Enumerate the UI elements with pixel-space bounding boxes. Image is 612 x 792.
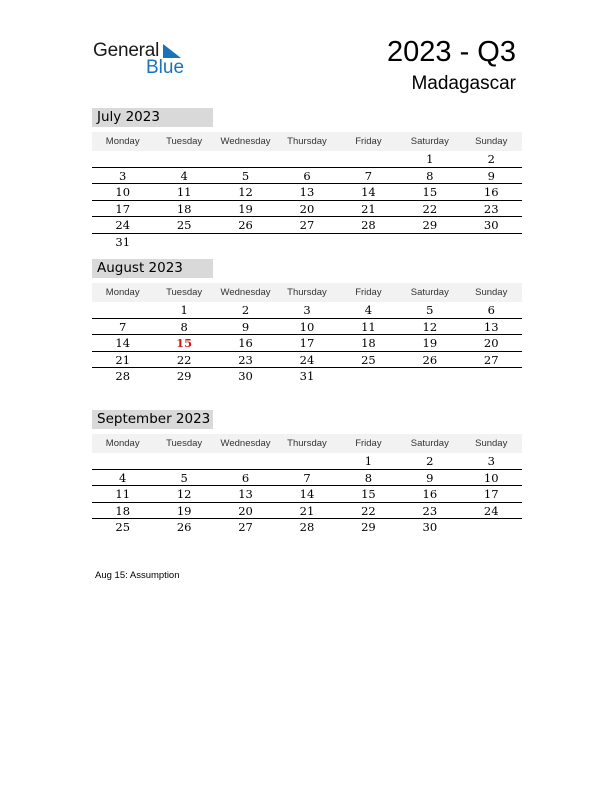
day-cell: 26 bbox=[238, 218, 253, 232]
empty-day-cell bbox=[215, 151, 276, 167]
weekday-label: Thursday bbox=[287, 438, 327, 449]
day-cell: 18 bbox=[115, 503, 131, 518]
day-cell: 9 bbox=[426, 470, 434, 485]
day-cell: 3 bbox=[487, 454, 495, 468]
empty-day-cell bbox=[276, 151, 337, 167]
week-row bbox=[92, 470, 522, 487]
week-row bbox=[92, 486, 522, 503]
week-row bbox=[92, 151, 522, 168]
weekday-label: Tuesday bbox=[166, 438, 203, 449]
day-cell: 10 bbox=[115, 185, 131, 199]
country-name: Madagascar bbox=[411, 73, 516, 94]
week-row bbox=[92, 368, 522, 385]
day-cell: 26 bbox=[422, 352, 438, 367]
week-row bbox=[92, 453, 522, 470]
day-cell: 27 bbox=[483, 352, 499, 367]
day-cell: 13 bbox=[299, 185, 315, 199]
day-cell: 8 bbox=[426, 168, 434, 183]
weekday-label: Friday bbox=[355, 287, 382, 298]
day-cell: 20 bbox=[483, 336, 499, 350]
empty-day-cell bbox=[461, 368, 522, 385]
empty-day-cell bbox=[338, 368, 399, 385]
day-cell: 9 bbox=[487, 168, 495, 183]
holiday-note: Aug 15: Assumption bbox=[95, 570, 180, 581]
day-cell: 31 bbox=[299, 369, 315, 383]
day-cell: 1 bbox=[180, 303, 188, 317]
weekday-label: Thursday bbox=[287, 136, 327, 147]
week-row bbox=[92, 503, 522, 520]
weekday-label: Friday bbox=[355, 438, 382, 449]
day-cell: 16 bbox=[483, 185, 499, 199]
day-cell: 10 bbox=[483, 470, 499, 485]
day-cell: 16 bbox=[422, 487, 438, 501]
weekday-header bbox=[92, 132, 522, 151]
day-cell: 1 bbox=[364, 454, 373, 468]
day-cell: 11 bbox=[176, 185, 192, 199]
week-row bbox=[92, 319, 522, 336]
day-cell: 30 bbox=[238, 369, 253, 383]
weekday-label: Thursday bbox=[287, 287, 327, 298]
day-cell: 1 bbox=[426, 152, 434, 166]
day-cell: 24 bbox=[299, 352, 315, 367]
day-cell: 4 bbox=[364, 303, 373, 317]
day-cell: 25 bbox=[361, 352, 376, 367]
empty-day-cell bbox=[338, 151, 399, 167]
day-cell: 19 bbox=[176, 503, 192, 518]
day-cell: 29 bbox=[176, 369, 192, 383]
day-cell: 28 bbox=[299, 520, 315, 534]
day-cell: 17 bbox=[115, 201, 131, 216]
empty-day-cell bbox=[153, 234, 214, 251]
day-cell: 12 bbox=[422, 319, 438, 334]
empty-day-cell bbox=[399, 368, 460, 385]
week-row bbox=[92, 217, 522, 234]
week-row bbox=[92, 352, 522, 369]
weekday-label: Tuesday bbox=[166, 136, 203, 147]
day-cell: 5 bbox=[180, 470, 188, 485]
day-cell: 23 bbox=[238, 352, 253, 367]
weekday-label: Saturday bbox=[410, 136, 449, 147]
day-cell: 11 bbox=[115, 487, 131, 501]
month-weeks bbox=[92, 151, 522, 250]
generalblue-logo bbox=[93, 40, 193, 80]
day-cell: 17 bbox=[299, 336, 315, 350]
empty-day-cell bbox=[153, 151, 214, 167]
day-cell: 3 bbox=[119, 168, 127, 183]
day-cell: 7 bbox=[303, 470, 311, 485]
day-cell: 22 bbox=[422, 201, 438, 216]
day-cell: 4 bbox=[119, 470, 127, 485]
day-cell: 8 bbox=[180, 319, 188, 334]
day-cell: 12 bbox=[176, 487, 192, 501]
day-cell: 5 bbox=[241, 168, 250, 183]
day-cell: 25 bbox=[176, 218, 192, 232]
weekday-label: Monday bbox=[105, 438, 140, 449]
day-cell: 18 bbox=[361, 336, 376, 350]
day-cell: 23 bbox=[422, 503, 438, 518]
week-row bbox=[92, 519, 522, 536]
day-cell: 23 bbox=[483, 201, 499, 216]
weekday-header bbox=[92, 283, 522, 302]
weekday-label: Saturday bbox=[410, 287, 449, 298]
day-cell: 29 bbox=[422, 218, 438, 232]
day-cell: 28 bbox=[361, 218, 376, 232]
day-cell: 15 bbox=[361, 487, 376, 501]
week-row bbox=[92, 184, 522, 201]
logo-text-general: General bbox=[93, 40, 160, 61]
day-cell: 21 bbox=[115, 352, 131, 367]
empty-day-cell bbox=[399, 234, 460, 251]
holiday-day-cell: 15 bbox=[176, 336, 193, 350]
day-cell: 12 bbox=[238, 185, 253, 199]
day-cell: 19 bbox=[422, 336, 438, 350]
day-cell: 19 bbox=[238, 201, 253, 216]
weekday-label: Friday bbox=[355, 136, 382, 147]
weekday-label: Sunday bbox=[475, 136, 508, 147]
week-row bbox=[92, 234, 522, 251]
weekday-label: Monday bbox=[105, 287, 140, 298]
day-cell: 6 bbox=[241, 470, 250, 485]
month-weeks bbox=[92, 453, 522, 536]
week-row bbox=[92, 302, 522, 319]
day-cell: 18 bbox=[176, 201, 192, 216]
day-cell: 3 bbox=[303, 303, 311, 317]
day-cell: 9 bbox=[241, 319, 250, 334]
day-cell: 27 bbox=[238, 520, 253, 534]
weekday-label: Wednesday bbox=[220, 438, 271, 449]
empty-day-cell bbox=[92, 453, 153, 469]
day-cell: 24 bbox=[483, 503, 499, 518]
month-title: July 2023 bbox=[92, 108, 213, 127]
day-cell: 27 bbox=[299, 218, 315, 232]
month-august bbox=[92, 259, 522, 385]
day-cell: 22 bbox=[176, 352, 192, 367]
empty-day-cell bbox=[92, 302, 153, 318]
day-cell: 14 bbox=[299, 487, 315, 501]
month-weeks bbox=[92, 302, 522, 385]
logo-text-blue: Blue bbox=[146, 57, 185, 78]
page-title: 2023 - Q3 bbox=[387, 36, 516, 68]
week-row bbox=[92, 335, 522, 352]
empty-day-cell bbox=[276, 234, 337, 251]
day-cell: 11 bbox=[361, 319, 376, 334]
weekday-label: Wednesday bbox=[220, 136, 271, 147]
day-cell: 14 bbox=[115, 336, 131, 350]
month-july bbox=[92, 108, 522, 250]
empty-day-cell bbox=[276, 453, 337, 469]
day-cell: 22 bbox=[361, 503, 376, 518]
weekday-label: Sunday bbox=[475, 287, 508, 298]
day-cell: 21 bbox=[299, 503, 315, 518]
empty-day-cell bbox=[461, 234, 522, 251]
day-cell: 8 bbox=[364, 470, 373, 485]
day-cell: 7 bbox=[119, 319, 127, 334]
day-cell: 28 bbox=[115, 369, 131, 383]
month-title: September 2023 bbox=[92, 410, 213, 429]
day-cell: 24 bbox=[115, 218, 131, 232]
weekday-label: Monday bbox=[105, 136, 140, 147]
day-cell: 30 bbox=[422, 520, 438, 534]
empty-day-cell bbox=[92, 151, 153, 167]
day-cell: 2 bbox=[426, 454, 434, 468]
day-cell: 25 bbox=[115, 520, 131, 534]
week-row bbox=[92, 168, 522, 185]
day-cell: 7 bbox=[364, 168, 373, 183]
day-cell: 6 bbox=[487, 303, 495, 317]
day-cell: 10 bbox=[299, 319, 315, 334]
day-cell: 4 bbox=[180, 168, 188, 183]
month-title: August 2023 bbox=[92, 259, 213, 278]
empty-day-cell bbox=[215, 453, 276, 469]
day-cell: 13 bbox=[238, 487, 253, 501]
day-cell: 15 bbox=[422, 185, 438, 199]
day-cell: 14 bbox=[361, 185, 376, 199]
empty-day-cell bbox=[215, 234, 276, 251]
day-cell: 21 bbox=[361, 201, 376, 216]
day-cell: 17 bbox=[483, 487, 499, 501]
weekday-label: Wednesday bbox=[220, 287, 271, 298]
empty-day-cell bbox=[338, 234, 399, 251]
week-row bbox=[92, 201, 522, 218]
day-cell: 2 bbox=[241, 303, 250, 317]
day-cell: 5 bbox=[426, 303, 434, 317]
day-cell: 31 bbox=[115, 234, 131, 249]
day-cell: 6 bbox=[303, 168, 311, 183]
day-cell: 13 bbox=[483, 319, 499, 334]
weekday-header bbox=[92, 434, 522, 453]
day-cell: 20 bbox=[299, 201, 315, 216]
empty-day-cell bbox=[461, 519, 522, 536]
weekday-label: Saturday bbox=[410, 438, 449, 449]
empty-day-cell bbox=[153, 453, 214, 469]
weekday-label: Sunday bbox=[475, 438, 508, 449]
day-cell: 20 bbox=[238, 503, 253, 518]
day-cell: 2 bbox=[487, 152, 495, 166]
month-september bbox=[92, 410, 522, 536]
weekday-label: Tuesday bbox=[166, 287, 203, 298]
day-cell: 29 bbox=[361, 520, 376, 534]
day-cell: 16 bbox=[238, 336, 253, 350]
day-cell: 26 bbox=[176, 520, 192, 534]
day-cell: 30 bbox=[483, 218, 499, 232]
